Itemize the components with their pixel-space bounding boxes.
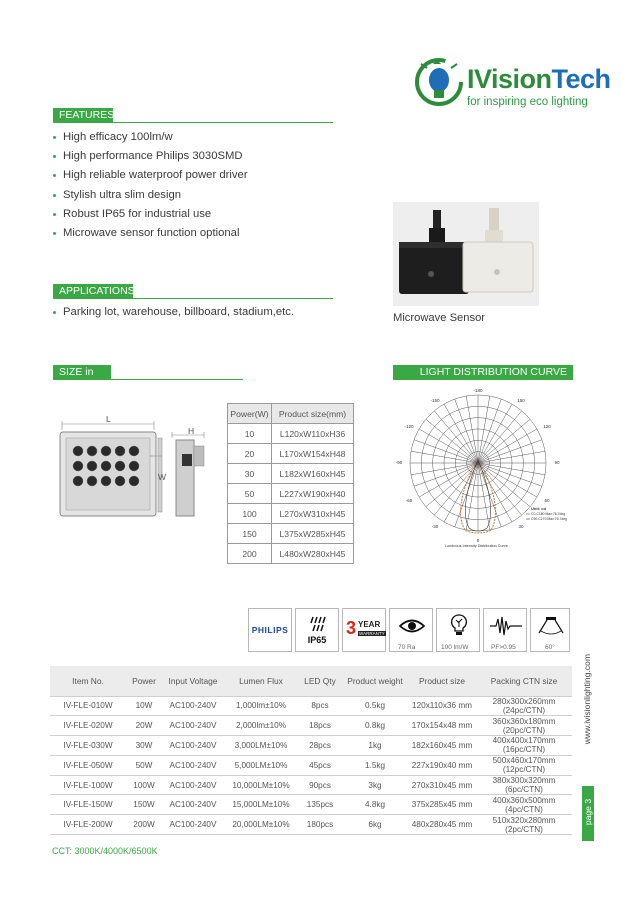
table-header: LED Qty (298, 666, 342, 696)
microwave-sensor-photo (393, 202, 539, 306)
curve-footer: Luminous Intensity Distribution Curve (445, 544, 508, 548)
table-cell: 170x154x48 mm (408, 716, 476, 736)
table-row (50, 815, 572, 835)
table-cell: 400x400x170mm (16pc/CTN) (476, 736, 572, 756)
table-cell: 1kg (342, 736, 408, 756)
table-header: Item No. (50, 666, 126, 696)
features-rule (53, 122, 333, 123)
table-cell: 100W (126, 775, 162, 795)
table-cell: 10,000LM±10% (224, 775, 298, 795)
table-cell: AC100-240V (162, 755, 224, 775)
table-cell: IV-FLE-050W (50, 755, 126, 775)
table-cell: 10 (228, 424, 272, 444)
table-cell: 20W (126, 716, 162, 736)
angle-label: -180 (473, 388, 483, 393)
table-cell: 30 (228, 464, 272, 484)
table-cell: 8pcs (298, 696, 342, 716)
fixture-dimension-drawing (58, 416, 218, 526)
table-row (50, 795, 572, 815)
philips-logo: PHILIPS (248, 608, 292, 652)
table-cell: L227xW190xH40 (272, 484, 354, 504)
table-cell: AC100-240V (162, 696, 224, 716)
table-cell: 280x300x260mm (24pc/CTN) (476, 696, 572, 716)
applications-list (53, 303, 294, 322)
table-row (50, 755, 572, 775)
table-cell: 200W (126, 815, 162, 835)
table-cell: 1,000lm±10% (224, 696, 298, 716)
table-cell: L170xW154xH48 (272, 444, 354, 464)
table-cell: IV-FLE-200W (50, 815, 126, 835)
angle-label: -90 (395, 460, 403, 465)
angle-label: -60 (405, 498, 413, 503)
angle-label: 30 (518, 524, 524, 529)
angle-label: 60 (544, 498, 550, 503)
table-cell: 135pcs (298, 795, 342, 815)
table-header: Power (126, 666, 162, 696)
table-cell: 30W (126, 736, 162, 756)
efficacy-caption: 100 lm/W (441, 644, 469, 651)
brand-name: IVisionTech (467, 64, 611, 94)
table-row (50, 716, 572, 736)
table-row (50, 696, 572, 716)
table-cell: IV-FLE-020W (50, 716, 126, 736)
table-header: Product size (408, 666, 476, 696)
features-heading: FEATURES (53, 108, 113, 123)
page-number-tab: page 3 (582, 786, 594, 841)
dim-label-height: H (188, 426, 195, 436)
curve-legend-item: C0-C180 Max:76.7deg (531, 512, 566, 516)
table-row (228, 484, 354, 504)
table-row (228, 464, 354, 484)
table-cell: 18pcs (298, 716, 342, 736)
angle-label: -30 (431, 524, 439, 529)
table-cell: 20,000LM±10% (224, 815, 298, 835)
table-cell: 3kg (342, 775, 408, 795)
beam-angle-caption: 60° (545, 644, 555, 651)
table-cell: 227x190x40 mm (408, 755, 476, 775)
table-cell: AC100-240V (162, 775, 224, 795)
table-cell: 360x360x180mm (20pc/CTN) (476, 716, 572, 736)
table-header: Packing CTN size (476, 666, 572, 696)
table-row (50, 775, 572, 795)
angle-label: 120 (543, 424, 551, 429)
ip65-icon: IP65 (295, 608, 339, 652)
table-cell: 150W (126, 795, 162, 815)
power-factor-caption: PF>0.95 (491, 644, 516, 651)
curve-legend-item: C90-C270 Max:76.7deg (531, 517, 568, 521)
table-cell: 2,000lm±10% (224, 716, 298, 736)
table-cell: L120xW110xH36 (272, 424, 354, 444)
table-cell: 10W (126, 696, 162, 716)
list-item: Robust IP65 for industrial use (53, 205, 248, 224)
list-item: Stylish ultra slim design (53, 186, 248, 205)
table-cell: 50 (228, 484, 272, 504)
table-row (228, 444, 354, 464)
table-cell: 380x300x320mm (6pc/CTN) (476, 775, 572, 795)
table-row (228, 544, 354, 564)
table-cell: 90pcs (298, 775, 342, 795)
table-row (228, 524, 354, 544)
table-cell: 50W (126, 755, 162, 775)
table-cell: L480xW280xH45 (272, 544, 354, 564)
table-cell: 3,000LM±10% (224, 736, 298, 756)
light-curve-rule (393, 379, 573, 380)
table-header: Input Voltage (162, 666, 224, 696)
table-cell: 150 (228, 524, 272, 544)
brand-tagline: for inspiring eco lighting (467, 96, 588, 108)
table-cell: 120x110x36 mm (408, 696, 476, 716)
features-list (53, 128, 248, 243)
raindrop-icon (310, 615, 326, 633)
table-cell: 6kg (342, 815, 408, 835)
table-cell: 400x360x500mm (4pc/CTN) (476, 795, 572, 815)
angle-label: 0 (476, 538, 480, 543)
warranty-icon: 3 YEAR WARRANTY (342, 608, 386, 652)
table-cell: IV-FLE-010W (50, 696, 126, 716)
table-cell: 500x460x170mm (12pc/CTN) (476, 755, 572, 775)
table-cell: AC100-240V (162, 716, 224, 736)
table-cell: 20 (228, 444, 272, 464)
table-cell: 5,000LM±10% (224, 755, 298, 775)
table-row (228, 424, 354, 444)
light-curve-heading: LIGHT DISTRIBUTION CURVE (393, 365, 573, 380)
table-cell: 270x310x45 mm (408, 775, 476, 795)
table-cell: AC100-240V (162, 736, 224, 756)
table-header: Product size(mm) (272, 404, 354, 424)
list-item: Microwave sensor function optional (53, 224, 248, 243)
table-header: Lumen Flux (224, 666, 298, 696)
table-cell: 200 (228, 544, 272, 564)
dim-label-width: W (158, 472, 167, 482)
light-distribution-diagram (393, 384, 573, 550)
angle-label: -150 (430, 398, 440, 403)
table-cell: IV-FLE-030W (50, 736, 126, 756)
list-item: Parking lot, warehouse, billboard, stadium,etc. (53, 303, 294, 322)
dim-label-length: L (106, 414, 111, 424)
table-cell: IV-FLE-100W (50, 775, 126, 795)
curve-legend-title: Unit: cd (531, 506, 546, 511)
table-cell: 28pcs (298, 736, 342, 756)
brand-logo (415, 58, 611, 116)
angle-label: 150 (517, 398, 525, 403)
table-cell: L375xW285xH45 (272, 524, 354, 544)
table-cell: AC100-240V (162, 815, 224, 835)
angle-label: -120 (404, 424, 414, 429)
table-cell: 1.5kg (342, 755, 408, 775)
sensor-caption: Microwave Sensor (393, 312, 486, 324)
table-cell: 182x160x45 mm (408, 736, 476, 756)
table-header: Product weight (342, 666, 408, 696)
website-url[interactable]: www.ivisionlighting.com (582, 654, 592, 745)
list-item: High efficacy 100lm/w (53, 128, 248, 147)
cri-caption: 70 Ra (398, 644, 416, 651)
table-header-row (50, 666, 572, 696)
product-table (50, 666, 572, 835)
table-header-row (228, 404, 354, 424)
table-cell: L270xW310xH45 (272, 504, 354, 524)
table-header: Power(W) (228, 404, 272, 424)
table-row (228, 504, 354, 524)
table-cell: L182xW160xH45 (272, 464, 354, 484)
table-cell: IV-FLE-150W (50, 795, 126, 815)
table-cell: 510x320x280mm (2pc/CTN) (476, 815, 572, 835)
table-cell: 0.8kg (342, 716, 408, 736)
list-item: High reliable waterproof power driver (53, 166, 248, 185)
applications-heading: APPLICATIONS (53, 284, 133, 299)
table-cell: 45pcs (298, 755, 342, 775)
table-cell: 375x285x45 mm (408, 795, 476, 815)
size-rule (53, 379, 243, 380)
table-cell: 480x280x45 mm (408, 815, 476, 835)
size-table (227, 403, 354, 564)
size-heading: SIZE in mm (53, 365, 111, 380)
table-row (50, 736, 572, 756)
table-cell: 0.5kg (342, 696, 408, 716)
table-cell: 15,000LM±10% (224, 795, 298, 815)
table-cell: 4.8kg (342, 795, 408, 815)
angle-label: 90 (554, 460, 560, 465)
applications-rule (53, 298, 333, 299)
table-cell: 180pcs (298, 815, 342, 835)
table-cell: AC100-240V (162, 795, 224, 815)
cct-note: CCT: 3000K/4000K/6500K (52, 846, 158, 856)
table-cell: 100 (228, 504, 272, 524)
list-item: High performance Philips 3030SMD (53, 147, 248, 166)
bulb-logo-icon (415, 58, 463, 110)
